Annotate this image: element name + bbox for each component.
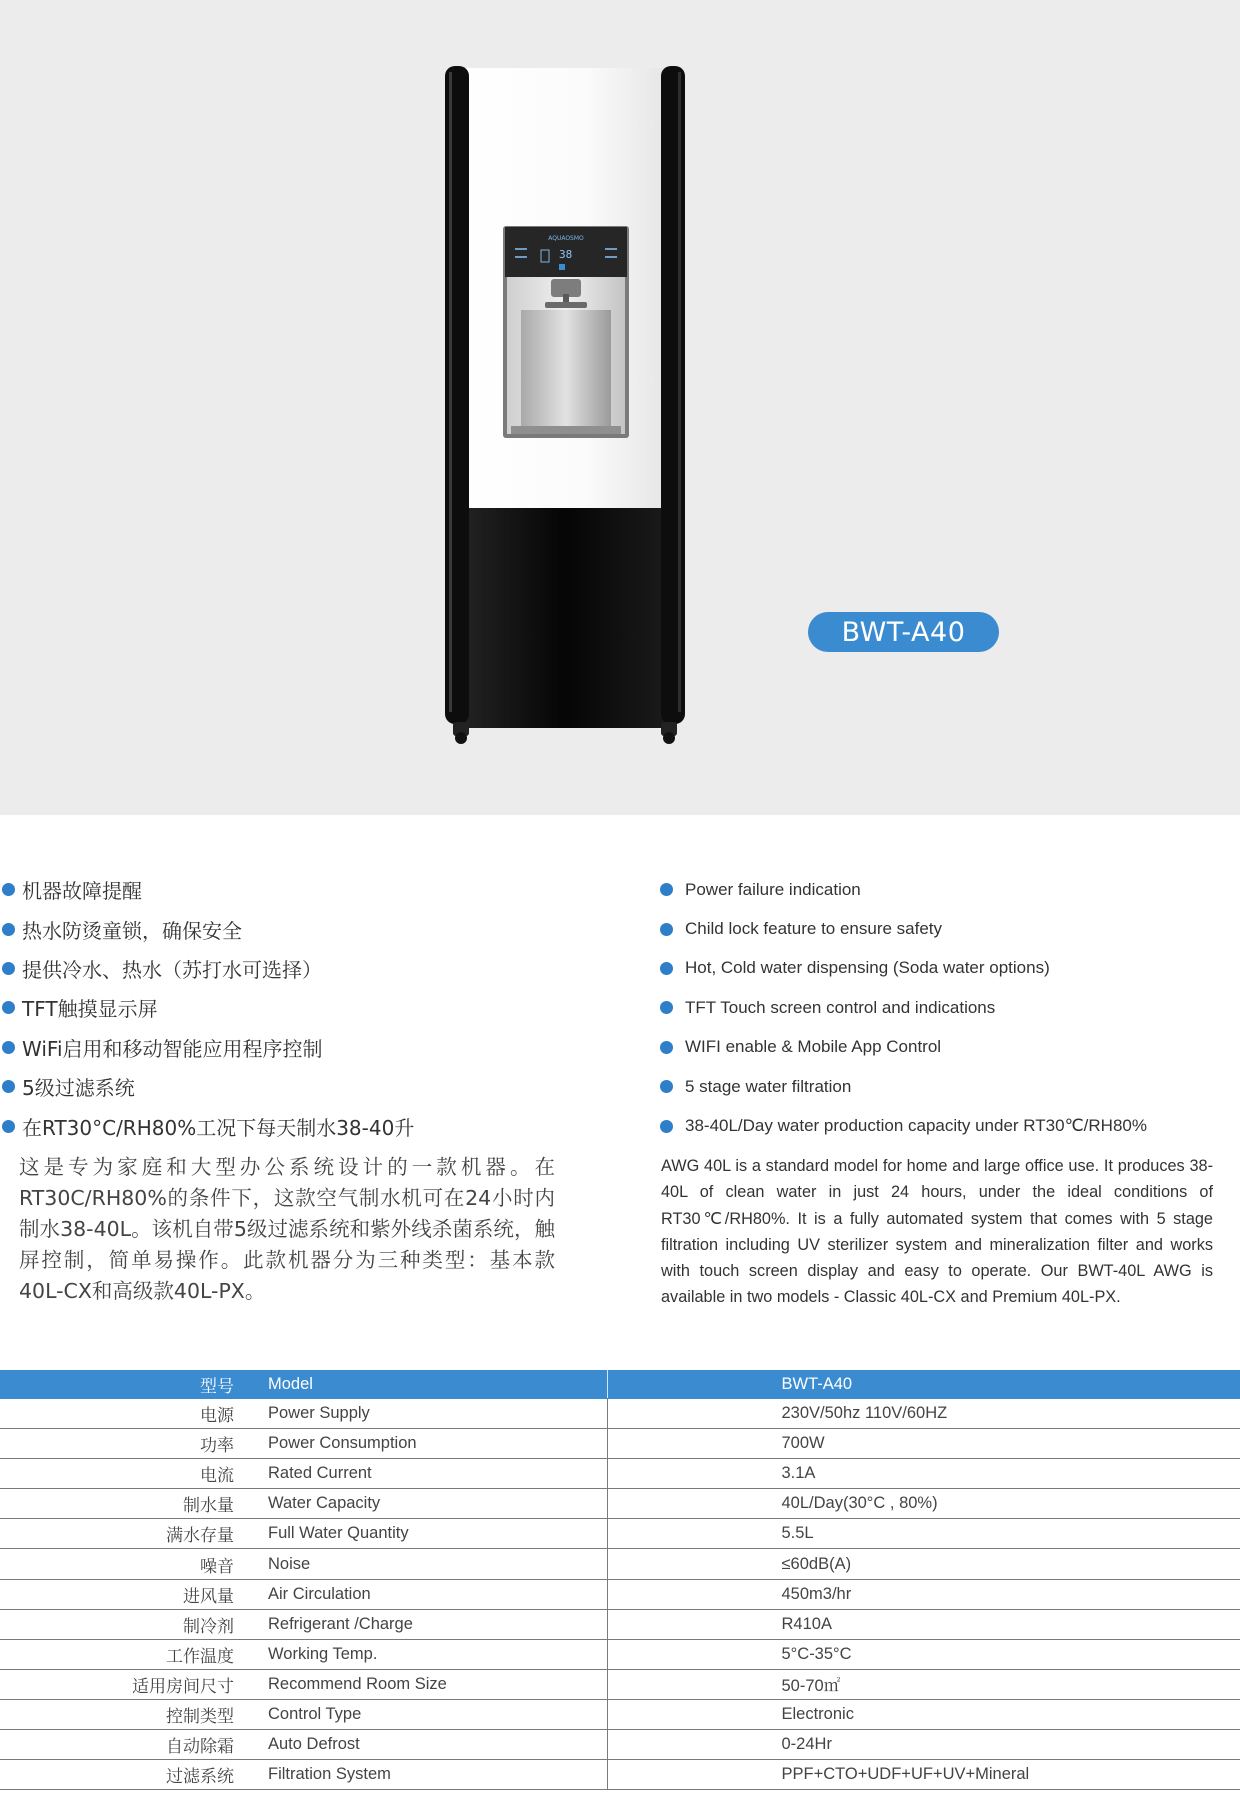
feature-en-item: Power failure indication — [660, 870, 1220, 909]
description-en: AWG 40L is a standard model for home and large office use. It produces 38-40L of clean water in just 24 hours, under the ideal conditions of RT30℃/RH80%. It is a fully automated system that comes with 5 stage filtration including UV sterilizer system and mineralization filter and works with touch screen display and easy to operate. Our BWT-40L AWG is available in two models - Classic 40L-CX and Premium 40L-PX. — [661, 1157, 1213, 1307]
spec-value: PPF+CTO+UDF+UF+UV+Mineral — [607, 1760, 1240, 1790]
spec-row — [0, 1399, 1240, 1429]
spec-value: 5.5L — [607, 1519, 1240, 1549]
spec-label-en: Air Circulation — [244, 1579, 607, 1609]
spec-label-cn: 控制类型 — [0, 1699, 244, 1729]
bullet-dot-icon — [660, 1120, 673, 1133]
features-cn-list — [0, 870, 580, 1146]
spec-label-en: Auto Defrost — [244, 1730, 607, 1760]
spec-label-en: Filtration System — [244, 1760, 607, 1790]
spec-label-cn: 适用房间尺寸 — [0, 1669, 244, 1699]
spec-value: 5°C-35°C — [607, 1639, 1240, 1669]
spec-row — [0, 1760, 1240, 1790]
spec-value: Electronic — [607, 1699, 1240, 1729]
spec-value: 0-24Hr — [607, 1730, 1240, 1760]
feature-cn-item: 5级过滤系统 — [0, 1067, 580, 1106]
spec-row — [0, 1579, 1240, 1609]
bullet-dot-icon — [2, 962, 15, 975]
spec-label-en: Water Capacity — [244, 1489, 607, 1519]
spec-value: R410A — [607, 1609, 1240, 1639]
spec-row — [0, 1459, 1240, 1489]
spec-value: ≤60dB(A) — [607, 1549, 1240, 1579]
spec-header-row — [0, 1370, 1240, 1399]
bullet-dot-icon — [660, 1001, 673, 1014]
spec-label-cn: 过滤系统 — [0, 1760, 244, 1790]
bullet-dot-icon — [660, 962, 673, 975]
description-cn: 这是专为家庭和大型办公系统设计的一款机器。在RT30C/RH80%的条件下，这款空气制水机可在24小时内制水38-40L。该机自带5级过滤系统和紫外线杀菌系统，触屏控制，简单易操作。此款机器分为三种类型：基本款40L-CX和高级款40L-PX。 — [19, 1155, 555, 1303]
bullet-dot-icon — [660, 1080, 673, 1093]
spec-label-cn: 电流 — [0, 1459, 244, 1489]
features-en-list — [660, 870, 1220, 1146]
spec-row — [0, 1519, 1240, 1549]
spec-header-value: BWT-A40 — [607, 1370, 1240, 1399]
bullet-dot-icon — [660, 1041, 673, 1054]
spec-value: 700W — [607, 1429, 1240, 1459]
spec-row — [0, 1699, 1240, 1729]
feature-cn-item: 热水防烫童锁，确保安全 — [0, 909, 580, 948]
spec-label-cn: 制水量 — [0, 1489, 244, 1519]
feature-en-item: 38-40L/Day water production capacity under RT30℃/RH80% — [660, 1106, 1220, 1145]
feature-cn-item: WiFi启用和移动智能应用程序控制 — [0, 1028, 580, 1067]
feature-cn-item: 提供冷水、热水（苏打水可选择） — [0, 949, 580, 988]
bullet-dot-icon — [2, 1080, 15, 1093]
spec-label-cn: 进风量 — [0, 1579, 244, 1609]
spec-label-cn: 工作温度 — [0, 1639, 244, 1669]
feature-cn-item: TFT触摸显示屏 — [0, 988, 580, 1027]
spec-header-cn: 型号 — [0, 1370, 244, 1399]
feature-cn-item: 机器故障提醒 — [0, 870, 580, 909]
spec-header-en: Model — [244, 1370, 607, 1399]
spec-label-en: Recommend Room Size — [244, 1669, 607, 1699]
spec-row — [0, 1730, 1240, 1760]
feature-en-item: WIFI enable & Mobile App Control — [660, 1028, 1220, 1067]
bullet-dot-icon — [2, 923, 15, 936]
spec-label-en: Control Type — [244, 1699, 607, 1729]
spec-label-cn: 自动除霜 — [0, 1730, 244, 1760]
bullet-dot-icon — [2, 1120, 15, 1133]
spec-row — [0, 1429, 1240, 1459]
spec-label-en: Full Water Quantity — [244, 1519, 607, 1549]
feature-cn-item: 在RT30°C/RH80%工况下每天制水38-40升 — [0, 1106, 580, 1145]
spec-label-cn: 电源 — [0, 1399, 244, 1429]
spec-label-en: Power Consumption — [244, 1429, 607, 1459]
spec-value: 50-70㎡ — [607, 1669, 1240, 1699]
features-en-column — [660, 870, 1220, 1146]
panel-logo: AQUAOSMO — [548, 235, 584, 242]
spec-label-cn: 噪音 — [0, 1549, 244, 1579]
bullet-dot-icon — [660, 923, 673, 936]
feature-en-item: Child lock feature to ensure safety — [660, 909, 1220, 948]
spec-label-cn: 满水存量 — [0, 1519, 244, 1549]
spec-row — [0, 1639, 1240, 1669]
spec-value: 40L/Day(30°C , 80%) — [607, 1489, 1240, 1519]
spec-row — [0, 1669, 1240, 1699]
spec-row — [0, 1549, 1240, 1579]
feature-en-item: 5 stage water filtration — [660, 1067, 1220, 1106]
spec-label-en: Power Supply — [244, 1399, 607, 1429]
spec-row — [0, 1609, 1240, 1639]
spec-label-en: Working Temp. — [244, 1639, 607, 1669]
bullet-dot-icon — [2, 1041, 15, 1054]
model-badge: BWT-A40 — [808, 612, 999, 652]
bullet-dot-icon — [2, 883, 15, 896]
spec-label-en: Refrigerant /Charge — [244, 1609, 607, 1639]
spec-row — [0, 1489, 1240, 1519]
hero-section — [0, 0, 1240, 815]
spec-table — [0, 1370, 1240, 1790]
spec-label-en: Rated Current — [244, 1459, 607, 1489]
spec-label-en: Noise — [244, 1549, 607, 1579]
spec-label-cn: 功率 — [0, 1429, 244, 1459]
spec-value: 450m3/hr — [607, 1579, 1240, 1609]
spec-value: 230V/50hz 110V/60HZ — [607, 1399, 1240, 1429]
features-cn-column — [0, 870, 580, 1146]
spec-value: 3.1A — [607, 1459, 1240, 1489]
spec-label-cn: 制冷剂 — [0, 1609, 244, 1639]
panel-readout: 38 — [559, 248, 573, 261]
feature-en-item: TFT Touch screen control and indications — [660, 988, 1220, 1027]
feature-en-item: Hot, Cold water dispensing (Soda water options) — [660, 949, 1220, 988]
water-dispenser-image — [445, 66, 685, 746]
bullet-dot-icon — [660, 883, 673, 896]
bullet-dot-icon — [2, 1001, 15, 1014]
